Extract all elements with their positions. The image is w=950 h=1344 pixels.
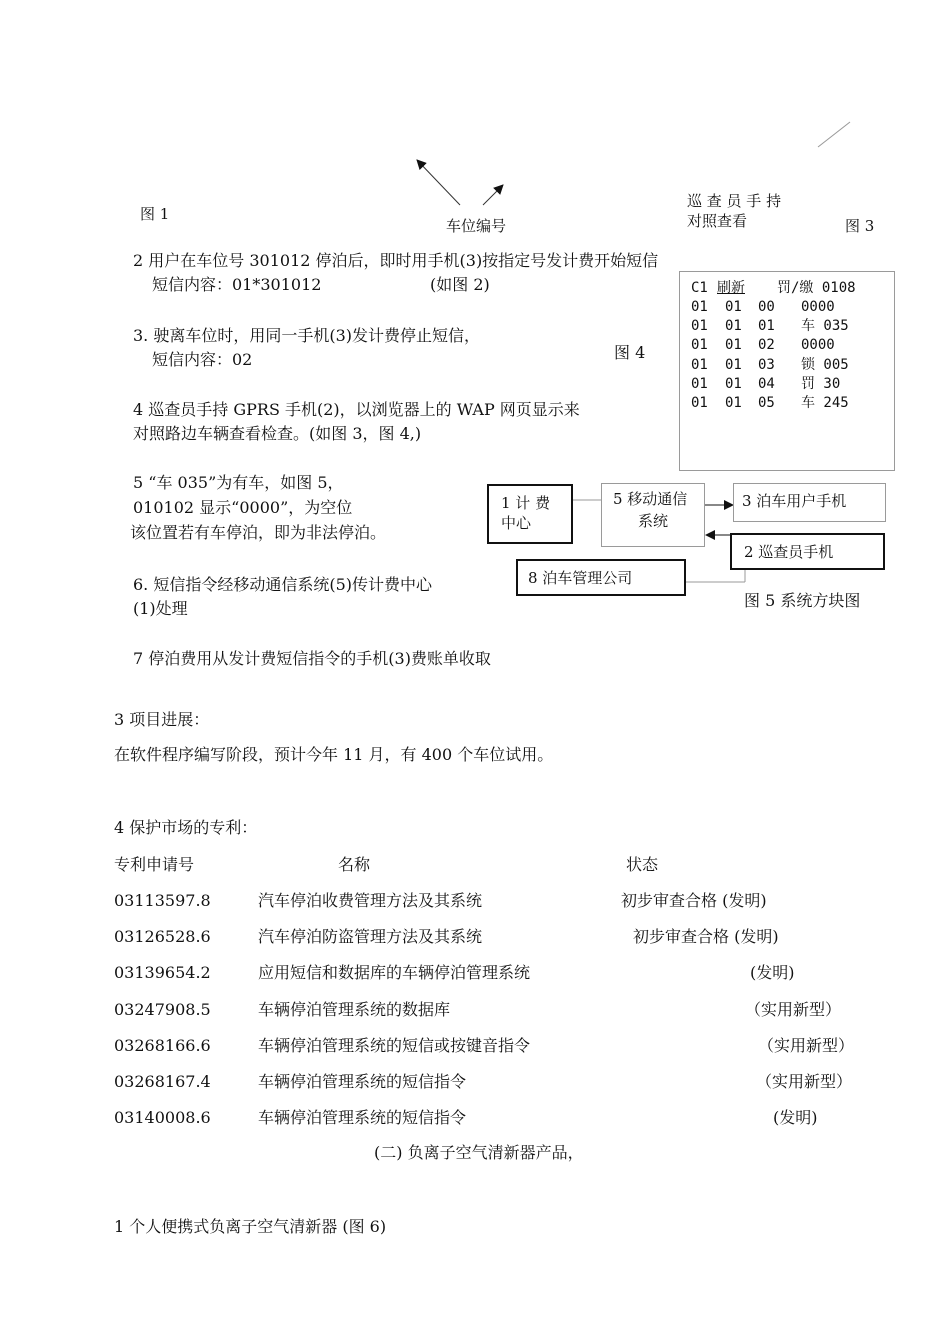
patents-col-name: 名称 [338, 855, 371, 874]
patent-status: （实用新型） [756, 1072, 853, 1091]
step4-line1: 4 巡查员手持 GPRS 手机(2)，以浏览器上的 WAP 网页显示来 [133, 400, 580, 419]
step5-line2: 010102 显示“0000”，为空位 [133, 498, 353, 517]
screen-cell: 车 035 [801, 318, 849, 335]
patent-number: 03268166.6 [114, 1035, 211, 1055]
screen-cell: 01 [725, 356, 742, 373]
fig1-arrow-label: 车位编号 [446, 217, 507, 235]
block-user-phone [733, 483, 886, 522]
patent-number: 03126528.6 [114, 927, 211, 947]
step3-line2: 短信内容：02 [152, 350, 253, 369]
fig1-arrow-left [417, 160, 460, 205]
block-inspector-phone-label: 2 巡查员手机 [744, 543, 834, 561]
patent-number: 03247908.5 [114, 999, 211, 1019]
patent-status: (发明) [773, 1108, 818, 1128]
screen-header-rest: 罚/缴 0108 [777, 280, 856, 296]
screen-cell: 01 [725, 337, 742, 354]
screen-cell: 05 [758, 395, 775, 411]
fig5-caption: 图 5 系统方块图 [744, 591, 861, 610]
patent-status: 初步审查合格 (发明) [633, 927, 779, 947]
patent-name: 车辆停泊管理系统的短信或按键音指令 [258, 1035, 531, 1055]
step4-line2: 对照路边车辆查看检查。(如图 3，图 4,) [133, 424, 422, 443]
patent-status: 初步审查合格 (发明) [621, 891, 767, 910]
patent-number: 03139654.2 [114, 963, 211, 983]
patent-status: （实用新型） [745, 999, 842, 1019]
block-billing-center [487, 484, 573, 544]
step3-line1: 3. 驶离车位时，用同一手机(3)发计费停止短信， [133, 326, 481, 345]
block-billing-center-line1: 1 计 费 [501, 494, 551, 512]
block-mobile-comm-line2: 系统 [638, 512, 669, 530]
fig1-arrow-right [483, 185, 503, 205]
step5-line3: 该位置若有车停泊，即为非法停泊。 [130, 523, 387, 542]
block-mgmt-company [516, 559, 686, 596]
patent-name: 车辆停泊管理系统的短信指令 [258, 1108, 467, 1128]
step6-line2: (1)处理 [133, 599, 188, 618]
screen-cell: 01 [691, 375, 708, 392]
screen-cell: 04 [758, 375, 775, 392]
screen-cell: 02 [758, 337, 775, 354]
screen-cell: 01 [691, 356, 708, 373]
screen-cell: 01 [725, 395, 742, 411]
screen-cell: 01 [691, 318, 708, 335]
screen-cell: 00 [758, 299, 775, 315]
fig4-label: 图 4 [614, 343, 646, 362]
step7: 7 停泊费用从发计费短信指令的手机(3)费账单收取 [133, 649, 491, 668]
screen-refresh-link[interactable]: 刷新 [717, 280, 745, 296]
screen-cell: 罚 30 [801, 375, 841, 392]
block-mgmt-company-label: 8 泊车管理公司 [528, 569, 633, 587]
step6-line1: 6. 短信指令经移动通信系统(5)传计费中心 [133, 575, 433, 594]
patents-col-status: 状态 [626, 855, 659, 874]
fig3-text-line2: 对照查看 [687, 212, 748, 230]
screen-cell: 03 [758, 356, 775, 373]
section2-heading: (二) 负离子空气清新器产品， [374, 1143, 584, 1162]
patent-name: 车辆停泊管理系统的数据库 [258, 999, 451, 1019]
patent-number: 03140008.6 [114, 1108, 211, 1128]
screen-cell: 01 [691, 395, 708, 411]
progress-heading: 3 项目进展： [114, 710, 210, 729]
patent-name: 车辆停泊管理系统的短信指令 [258, 1072, 467, 1091]
patent-name: 应用短信和数据库的车辆停泊管理系统 [258, 963, 531, 983]
step2-line2: 短信内容：01*301012 [152, 275, 322, 294]
fig4-screen [679, 271, 895, 471]
screen-cell: 01 [691, 299, 708, 315]
screen-cell: 01 [758, 318, 775, 335]
screen-cell: 0000 [801, 337, 835, 354]
screen-cell: 车 245 [801, 395, 849, 411]
screen-cell: 01 [725, 375, 742, 392]
block-mobile-comm-line1: 5 移动通信 [613, 490, 688, 508]
screen-cell: 0000 [801, 299, 835, 315]
screen-cell: 01 [691, 337, 708, 354]
patent-status: （实用新型） [758, 1035, 855, 1055]
patent-number: 03113597.8 [114, 891, 211, 910]
step2-line1: 2 用户在车位号 301012 停泊后，即时用手机(3)按指定号发计费开始短信 [133, 251, 659, 270]
section2-item1: 1 个人便携式负离子空气清新器 (图 6) [114, 1217, 387, 1236]
patent-name: 汽车停泊防盗管理方法及其系统 [258, 927, 483, 947]
block-user-phone-label: 3 泊车用户手机 [742, 492, 847, 510]
block-inspector-phone [730, 533, 885, 570]
screen-header-c1: C1 [691, 280, 708, 296]
patent-name: 汽车停泊收费管理方法及其系统 [258, 891, 483, 910]
screen-cell: 01 [725, 318, 742, 335]
fig1-label: 图 1 [140, 205, 170, 223]
step2-ref: (如图 2) [430, 275, 490, 294]
screen-cell: 01 [725, 299, 742, 315]
progress-text: 在软件程序编写阶段，预计今年 11 月，有 400 个车位试用。 [114, 745, 554, 764]
fig3-text-line1: 巡 查 员 手 持 [687, 192, 782, 210]
block-mobile-comm [601, 483, 705, 547]
patent-number: 03268167.4 [114, 1072, 211, 1091]
step5-line1: 5 “车 035”为有车，如图 5， [133, 473, 344, 492]
fig3-stroke [818, 122, 850, 147]
patents-col-number: 专利申请号 [114, 855, 195, 874]
patents-heading: 4 保护市场的专利： [114, 818, 258, 837]
fig3-label: 图 3 [845, 217, 875, 235]
block-billing-center-line2: 中心 [501, 514, 532, 532]
patent-status: (发明) [750, 963, 795, 983]
screen-cell: 锁 005 [801, 356, 849, 373]
